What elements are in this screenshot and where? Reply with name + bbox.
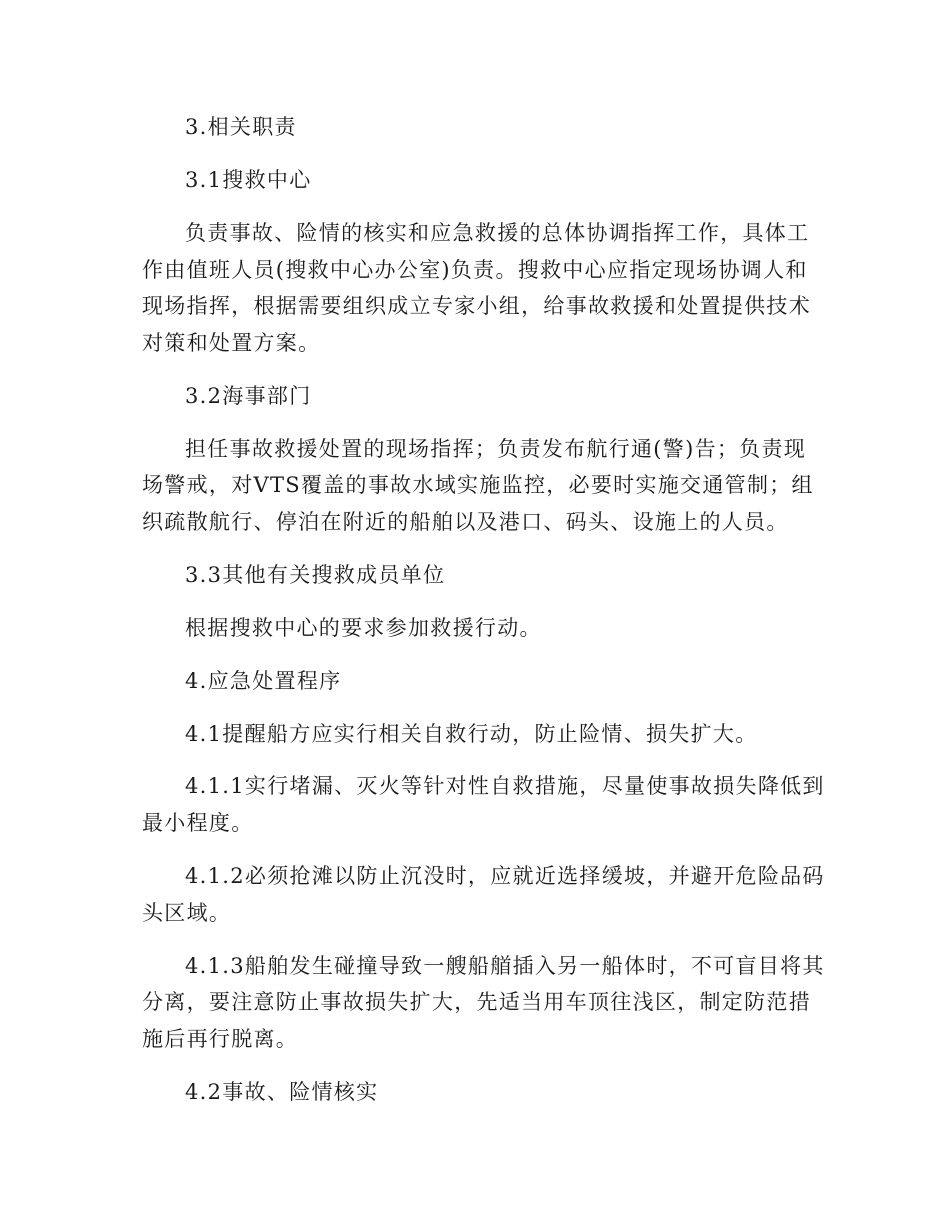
heading-4-2: 4.2事故、险情核实 [185,1080,379,1104]
paragraph-line: 场警戒，对VTS覆盖的事故水域实施监控，必要时实施交通管制；组 [142,473,814,497]
paragraph-line: 头区域。 [142,901,232,925]
paragraph-line: 4.1.2必须抢滩以防止沉没时，应就近选择缓坡，并避开危险品码 [185,864,825,888]
paragraph-line: 根据搜救中心的要求参加救援行动。 [185,616,542,640]
paragraph-line: 担任事故救援处置的现场指挥；负责发布航行通(警)告；负责现 [185,437,807,461]
heading-3-3: 3.3其他有关搜救成员单位 [185,563,446,587]
heading-3: 3.相关职责 [185,115,297,139]
paragraph-line: 负责事故、险情的核实和应急救援的总体协调指挥工作，具体工 [185,221,810,245]
paragraph-line: 对策和处置方案。 [142,331,321,355]
paragraph-line: 作由值班人员(搜救中心办公室)负责。搜救中心应指定现场协调人和 [142,258,808,282]
heading-4: 4.应急处置程序 [185,669,342,693]
heading-3-1: 3.1搜救中心 [185,168,312,192]
paragraph-line: 现场指挥，根据需要组织成立专家小组，给事故救援和处置提供技术 [142,294,811,318]
paragraph-line: 4.1.3船舶发生碰撞导致一艘船艏插入另一船体时，不可盲目将其 [185,954,825,978]
paragraph-line: 4.1提醒船方应实行相关自救行动，防止险情、损失扩大。 [185,722,758,746]
paragraph-line: 分离，要注意防止事故损失扩大，先适当用车顶往浅区，制定防范措 [142,990,811,1014]
paragraph-line: 4.1.1实行堵漏、灭火等针对性自救措施，尽量使事故损失降低到 [185,774,825,798]
heading-3-2: 3.2海事部门 [185,384,312,408]
paragraph-line: 最小程度。 [142,811,254,835]
paragraph-line: 织疏散航行、停泊在附近的船舶以及港口、码头、设施上的人员。 [142,510,789,534]
paragraph-line: 施后再行脱离。 [142,1027,299,1051]
